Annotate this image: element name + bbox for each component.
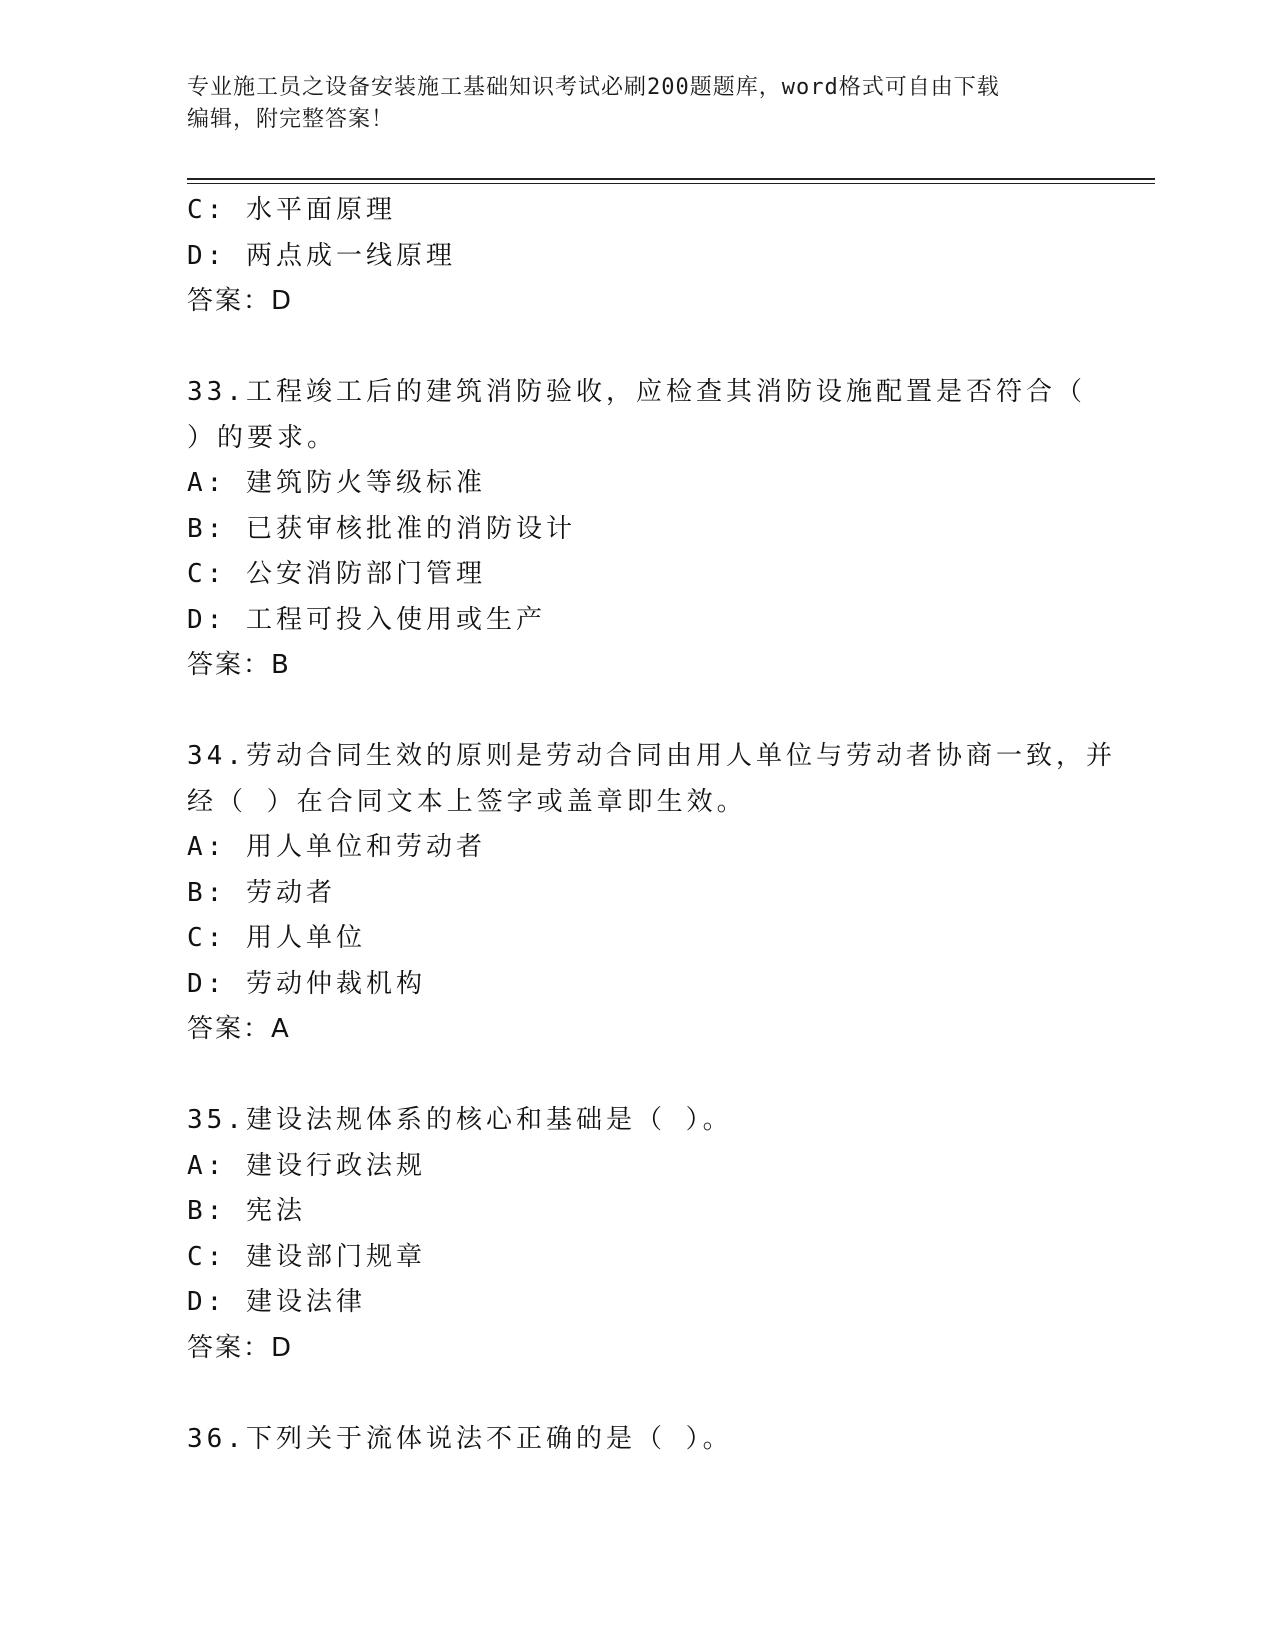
q35-option-d: D: 建设法律 (187, 1287, 366, 1317)
header-line-1: 专业施工员之设备安装施工基础知识考试必刷200题题库，word格式可自由下载 (187, 75, 1000, 100)
q33-stem-line-2: ）的要求。 (187, 422, 338, 453)
header-rule-thick (187, 178, 1155, 180)
q33-answer: 答案：B (187, 650, 291, 680)
q33-stem-line-1: 33.工程竣工后的建筑消防验收，应检查其消防设施配置是否符合（ (187, 377, 1086, 407)
q35-option-c: C: 建设部门规章 (187, 1241, 426, 1272)
question-content (187, 188, 1116, 1462)
q33-option-b: B: 已获审核批准的消防设计 (187, 513, 576, 544)
q34-option-d: D: 劳动仲裁机构 (187, 968, 426, 999)
q34-stem-line-1: 34.劳动合同生效的原则是劳动合同由用人单位与劳动者协商一致，并 (187, 741, 1116, 771)
prev-answer: 答案：D (187, 286, 294, 316)
q35-stem-line-1: 35.建设法规体系的核心和基础是（ ）。 (187, 1105, 733, 1135)
q34-option-a: A: 用人单位和劳动者 (187, 832, 486, 862)
document-header (187, 72, 1067, 136)
header-rule-thin (187, 183, 1155, 184)
q34-stem-line-2: 经（ ）在合同文本上签字或盖章即生效。 (187, 786, 747, 817)
q35-answer: 答案：D (187, 1332, 294, 1363)
q34-option-b: B: 劳动者 (187, 877, 336, 908)
q33-option-a: A: 建筑防火等级标准 (187, 468, 486, 498)
prev-option-d: D: 两点成一线原理 (187, 240, 456, 271)
spacer (187, 1053, 1087, 1099)
q34-option-c: C: 用人单位 (187, 923, 366, 953)
q33-option-d: D: 工程可投入使用或生产 (187, 604, 546, 635)
header-line-2: 编辑，附完整答案！ (187, 107, 395, 132)
spacer (187, 689, 1087, 735)
q33-option-c: C: 公安消防部门管理 (187, 559, 486, 589)
q34-answer: 答案：A (187, 1014, 291, 1044)
q36-stem-line-1: 36.下列关于流体说法不正确的是（ ）。 (187, 1423, 733, 1454)
q35-option-a: A: 建设行政法规 (187, 1150, 426, 1181)
q35-option-b: B: 宪法 (187, 1196, 306, 1226)
spacer (187, 1371, 1087, 1417)
spacer (187, 325, 1087, 371)
prev-option-c: C: 水平面原理 (187, 195, 396, 225)
